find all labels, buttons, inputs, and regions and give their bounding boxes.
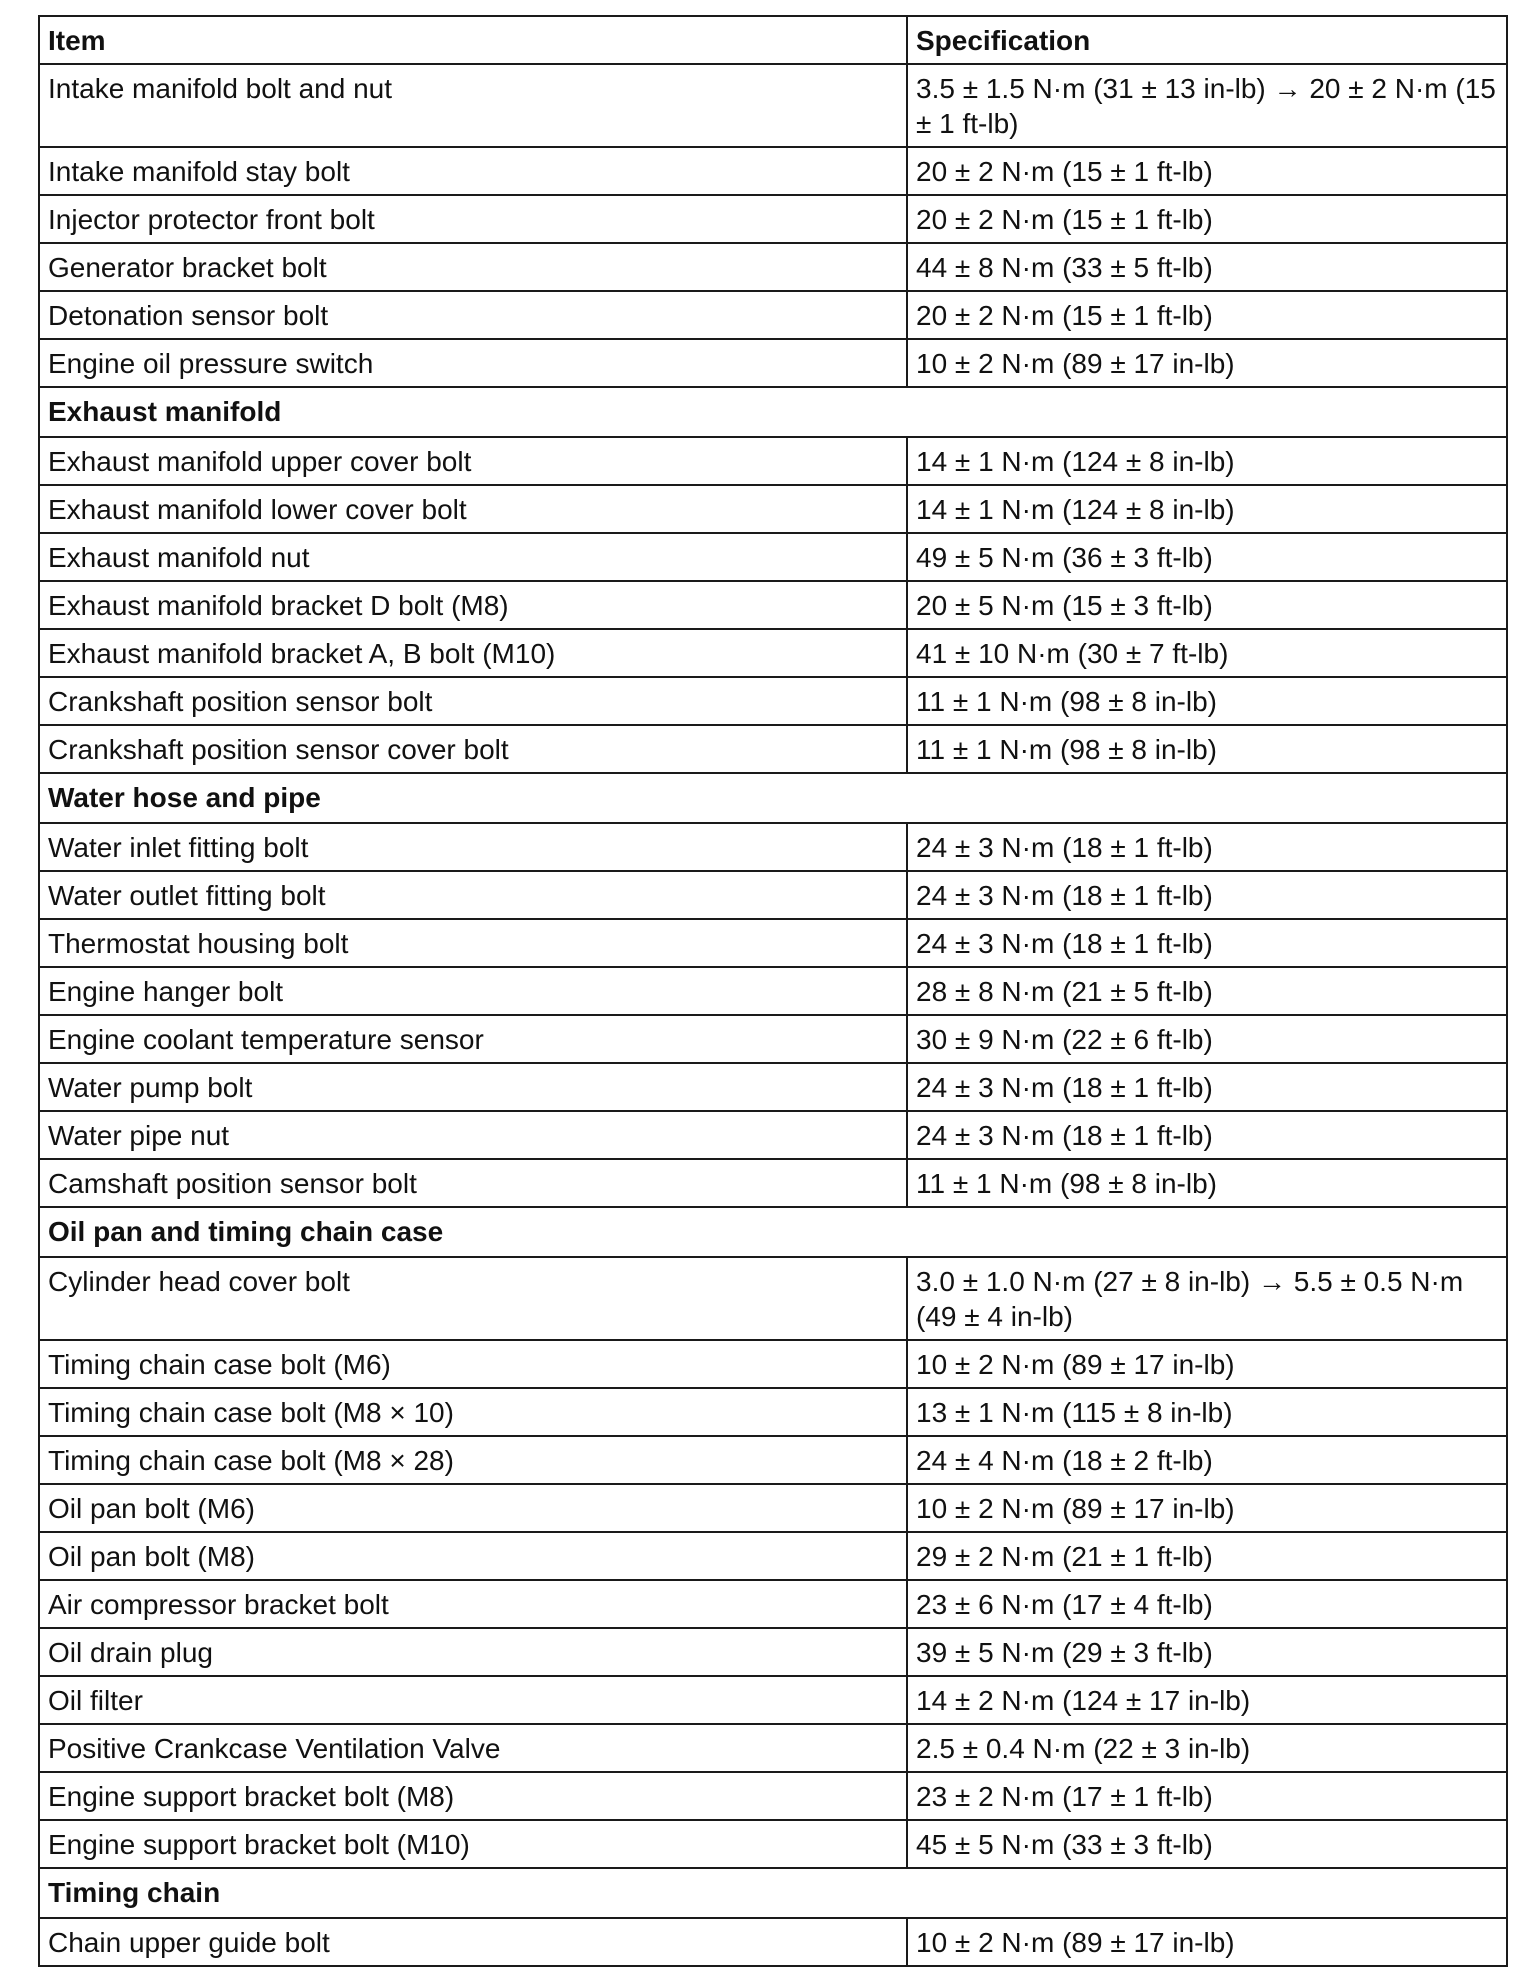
specification-cell: 3.5 ± 1.5 N·m (31 ± 13 in-lb) → 20 ± 2 N·m (15 ± 1 ft-lb) xyxy=(907,64,1507,147)
table-row xyxy=(39,919,1507,967)
table-row xyxy=(39,1676,1507,1724)
section-title: Exhaust manifold xyxy=(39,387,1507,437)
item-cell: Air compressor bracket bolt xyxy=(39,1580,907,1628)
section-title: Timing chain xyxy=(39,1868,1507,1918)
item-cell: Exhaust manifold lower cover bolt xyxy=(39,485,907,533)
table-row xyxy=(39,967,1507,1015)
specification-cell: 24 ± 3 N·m (18 ± 1 ft-lb) xyxy=(907,919,1507,967)
specification-cell: 23 ± 2 N·m (17 ± 1 ft-lb) xyxy=(907,1772,1507,1820)
column-header-item: Item xyxy=(39,16,907,64)
item-cell: Crankshaft position sensor cover bolt xyxy=(39,725,907,773)
item-cell: Crankshaft position sensor bolt xyxy=(39,677,907,725)
table-body xyxy=(39,16,1507,1966)
specification-cell: 24 ± 3 N·m (18 ± 1 ft-lb) xyxy=(907,1063,1507,1111)
specification-cell: 14 ± 1 N·m (124 ± 8 in-lb) xyxy=(907,437,1507,485)
specification-cell: 29 ± 2 N·m (21 ± 1 ft-lb) xyxy=(907,1532,1507,1580)
table-row xyxy=(39,677,1507,725)
specification-cell: 2.5 ± 0.4 N·m (22 ± 3 in-lb) xyxy=(907,1724,1507,1772)
section-header-row xyxy=(39,1207,1507,1257)
table-row xyxy=(39,1111,1507,1159)
specification-cell: 10 ± 2 N·m (89 ± 17 in-lb) xyxy=(907,1340,1507,1388)
table-row xyxy=(39,195,1507,243)
item-cell: Oil pan bolt (M8) xyxy=(39,1532,907,1580)
item-cell: Exhaust manifold bracket D bolt (M8) xyxy=(39,581,907,629)
item-cell: Timing chain case bolt (M8 × 28) xyxy=(39,1436,907,1484)
table-row xyxy=(39,1772,1507,1820)
specification-cell: 11 ± 1 N·m (98 ± 8 in-lb) xyxy=(907,725,1507,773)
item-cell: Thermostat housing bolt xyxy=(39,919,907,967)
specification-cell: 10 ± 2 N·m (89 ± 17 in-lb) xyxy=(907,1484,1507,1532)
specification-cell: 44 ± 8 N·m (33 ± 5 ft-lb) xyxy=(907,243,1507,291)
item-cell: Chain upper guide bolt xyxy=(39,1918,907,1966)
item-cell: Timing chain case bolt (M6) xyxy=(39,1340,907,1388)
table-row xyxy=(39,1918,1507,1966)
specification-cell: 23 ± 6 N·m (17 ± 4 ft-lb) xyxy=(907,1580,1507,1628)
specification-cell: 24 ± 3 N·m (18 ± 1 ft-lb) xyxy=(907,871,1507,919)
item-cell: Intake manifold stay bolt xyxy=(39,147,907,195)
table-row xyxy=(39,581,1507,629)
item-cell: Injector protector front bolt xyxy=(39,195,907,243)
item-cell: Engine oil pressure switch xyxy=(39,339,907,387)
specification-cell: 24 ± 3 N·m (18 ± 1 ft-lb) xyxy=(907,823,1507,871)
specification-cell: 10 ± 2 N·m (89 ± 17 in-lb) xyxy=(907,339,1507,387)
torque-spec-table xyxy=(38,15,1508,1967)
table-row xyxy=(39,291,1507,339)
specification-cell: 20 ± 2 N·m (15 ± 1 ft-lb) xyxy=(907,291,1507,339)
item-cell: Intake manifold bolt and nut xyxy=(39,64,907,147)
item-cell: Oil drain plug xyxy=(39,1628,907,1676)
specification-cell: 24 ± 3 N·m (18 ± 1 ft-lb) xyxy=(907,1111,1507,1159)
table-row xyxy=(39,1532,1507,1580)
table-row xyxy=(39,147,1507,195)
specification-cell: 10 ± 2 N·m (89 ± 17 in-lb) xyxy=(907,1918,1507,1966)
item-cell: Water pump bolt xyxy=(39,1063,907,1111)
item-cell: Engine hanger bolt xyxy=(39,967,907,1015)
specification-cell: 20 ± 2 N·m (15 ± 1 ft-lb) xyxy=(907,195,1507,243)
specification-cell: 11 ± 1 N·m (98 ± 8 in-lb) xyxy=(907,677,1507,725)
specification-cell: 45 ± 5 N·m (33 ± 3 ft-lb) xyxy=(907,1820,1507,1868)
table-row xyxy=(39,823,1507,871)
section-header-row xyxy=(39,387,1507,437)
item-cell: Detonation sensor bolt xyxy=(39,291,907,339)
item-cell: Exhaust manifold nut xyxy=(39,533,907,581)
table-row xyxy=(39,1484,1507,1532)
item-cell: Generator bracket bolt xyxy=(39,243,907,291)
table-row xyxy=(39,1580,1507,1628)
item-cell: Oil pan bolt (M6) xyxy=(39,1484,907,1532)
section-header-row xyxy=(39,1868,1507,1918)
item-cell: Oil filter xyxy=(39,1676,907,1724)
specification-cell: 28 ± 8 N·m (21 ± 5 ft-lb) xyxy=(907,967,1507,1015)
section-title: Water hose and pipe xyxy=(39,773,1507,823)
item-cell: Engine coolant temperature sensor xyxy=(39,1015,907,1063)
table-row xyxy=(39,1159,1507,1207)
table-row xyxy=(39,725,1507,773)
section-title: Oil pan and timing chain case xyxy=(39,1207,1507,1257)
item-cell: Camshaft position sensor bolt xyxy=(39,1159,907,1207)
item-cell: Timing chain case bolt (M8 × 10) xyxy=(39,1388,907,1436)
specification-cell: 24 ± 4 N·m (18 ± 2 ft-lb) xyxy=(907,1436,1507,1484)
table-row xyxy=(39,1257,1507,1340)
item-cell: Exhaust manifold bracket A, B bolt (M10) xyxy=(39,629,907,677)
specification-cell: 13 ± 1 N·m (115 ± 8 in-lb) xyxy=(907,1388,1507,1436)
specification-cell: 39 ± 5 N·m (29 ± 3 ft-lb) xyxy=(907,1628,1507,1676)
table-row xyxy=(39,1340,1507,1388)
specification-cell: 20 ± 2 N·m (15 ± 1 ft-lb) xyxy=(907,147,1507,195)
table-row xyxy=(39,64,1507,147)
table-row xyxy=(39,629,1507,677)
item-cell: Cylinder head cover bolt xyxy=(39,1257,907,1340)
table-row xyxy=(39,1015,1507,1063)
specification-cell: 14 ± 1 N·m (124 ± 8 in-lb) xyxy=(907,485,1507,533)
column-header-specification: Specification xyxy=(907,16,1507,64)
specification-cell: 11 ± 1 N·m (98 ± 8 in-lb) xyxy=(907,1159,1507,1207)
table-row xyxy=(39,437,1507,485)
table-header-row xyxy=(39,16,1507,64)
specification-cell: 41 ± 10 N·m (30 ± 7 ft-lb) xyxy=(907,629,1507,677)
table-row xyxy=(39,1724,1507,1772)
specification-cell: 49 ± 5 N·m (36 ± 3 ft-lb) xyxy=(907,533,1507,581)
specification-cell: 14 ± 2 N·m (124 ± 17 in-lb) xyxy=(907,1676,1507,1724)
specification-cell: 3.0 ± 1.0 N·m (27 ± 8 in-lb) → 5.5 ± 0.5 N·m (49 ± 4 in-lb) xyxy=(907,1257,1507,1340)
item-cell: Positive Crankcase Ventilation Valve xyxy=(39,1724,907,1772)
table-row xyxy=(39,1820,1507,1868)
item-cell: Water pipe nut xyxy=(39,1111,907,1159)
table-row xyxy=(39,243,1507,291)
specification-cell: 30 ± 9 N·m (22 ± 6 ft-lb) xyxy=(907,1015,1507,1063)
table-row xyxy=(39,339,1507,387)
table-row xyxy=(39,485,1507,533)
table-row xyxy=(39,1436,1507,1484)
item-cell: Engine support bracket bolt (M8) xyxy=(39,1772,907,1820)
table-row xyxy=(39,533,1507,581)
item-cell: Water inlet fitting bolt xyxy=(39,823,907,871)
table-row xyxy=(39,1388,1507,1436)
item-cell: Engine support bracket bolt (M10) xyxy=(39,1820,907,1868)
item-cell: Water outlet fitting bolt xyxy=(39,871,907,919)
specification-cell: 20 ± 5 N·m (15 ± 3 ft-lb) xyxy=(907,581,1507,629)
table-row xyxy=(39,1063,1507,1111)
table-row xyxy=(39,1628,1507,1676)
table-row xyxy=(39,871,1507,919)
section-header-row xyxy=(39,773,1507,823)
item-cell: Exhaust manifold upper cover bolt xyxy=(39,437,907,485)
